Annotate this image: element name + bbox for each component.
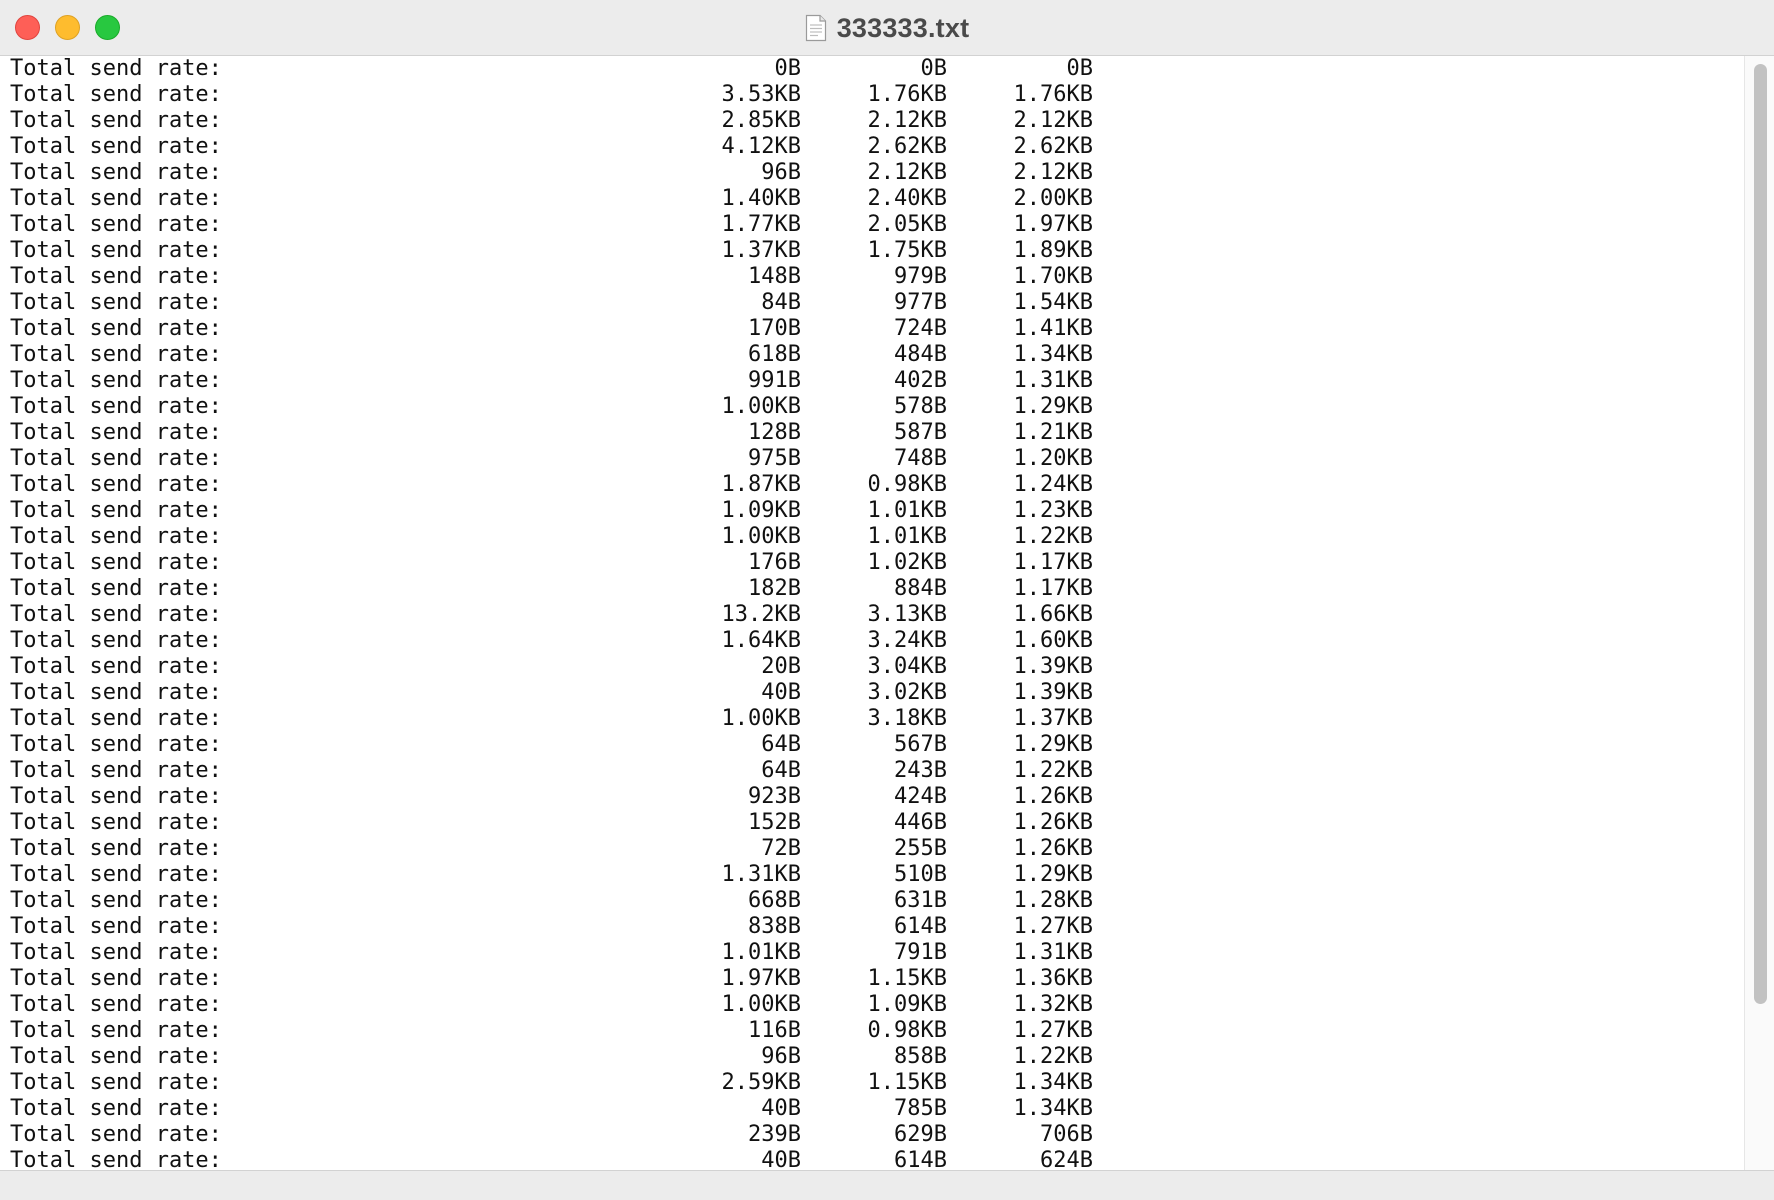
line-label: Total send rate:: [10, 238, 222, 263]
rate-value-1: 991B: [748, 368, 801, 393]
text-line: [10, 602, 1110, 628]
rate-value-3: 1.36KB: [1013, 966, 1093, 991]
rate-value-2: 858B: [894, 1044, 947, 1069]
rate-value-1: 84B: [761, 290, 801, 315]
text-line: [10, 1148, 1110, 1170]
text-line: [10, 160, 1110, 186]
rate-value-2: 979B: [894, 264, 947, 289]
text-line: [10, 368, 1110, 394]
rate-value-3: 1.39KB: [1013, 654, 1093, 679]
rate-value-2: 567B: [894, 732, 947, 757]
rate-value-3: 1.66KB: [1013, 602, 1093, 627]
rate-value-1: 618B: [748, 342, 801, 367]
line-label: Total send rate:: [10, 550, 222, 575]
text-line: [10, 940, 1110, 966]
rate-value-3: 1.26KB: [1013, 810, 1093, 835]
line-label: Total send rate:: [10, 1096, 222, 1121]
bottom-bar: [0, 1170, 1774, 1200]
rate-value-2: 629B: [894, 1122, 947, 1147]
rate-value-3: 1.28KB: [1013, 888, 1093, 913]
rate-value-2: 587B: [894, 420, 947, 445]
line-label: Total send rate:: [10, 810, 222, 835]
rate-value-3: 0B: [1066, 56, 1093, 81]
rate-value-1: 3.53KB: [721, 82, 801, 107]
rate-value-3: 1.70KB: [1013, 264, 1093, 289]
line-label: Total send rate:: [10, 472, 222, 497]
text-line: [10, 992, 1110, 1018]
rate-value-1: 182B: [748, 576, 801, 601]
rate-value-1: 40B: [761, 1096, 801, 1121]
rate-value-1: 923B: [748, 784, 801, 809]
rate-value-2: 424B: [894, 784, 947, 809]
text-line: [10, 446, 1110, 472]
rate-value-2: 1.15KB: [867, 1070, 947, 1095]
document-icon[interactable]: [805, 14, 827, 42]
rate-value-3: 1.23KB: [1013, 498, 1093, 523]
rate-value-3: 1.29KB: [1013, 732, 1093, 757]
rate-value-3: 1.27KB: [1013, 1018, 1093, 1043]
line-label: Total send rate:: [10, 680, 222, 705]
line-label: Total send rate:: [10, 888, 222, 913]
rate-value-1: 1.00KB: [721, 394, 801, 419]
text-line: [10, 810, 1110, 836]
rate-value-2: 484B: [894, 342, 947, 367]
line-label: Total send rate:: [10, 654, 222, 679]
text-line: [10, 108, 1110, 134]
text-line: [10, 628, 1110, 654]
rate-value-2: 2.40KB: [867, 186, 947, 211]
line-label: Total send rate:: [10, 316, 222, 341]
rate-value-1: 2.59KB: [721, 1070, 801, 1095]
text-line: [10, 888, 1110, 914]
text-line: [10, 1018, 1110, 1044]
line-label: Total send rate:: [10, 394, 222, 419]
rate-value-2: 631B: [894, 888, 947, 913]
text-line: [10, 1096, 1110, 1122]
line-label: Total send rate:: [10, 160, 222, 185]
rate-value-1: 1.00KB: [721, 524, 801, 549]
rate-value-3: 1.17KB: [1013, 550, 1093, 575]
rate-value-1: 1.87KB: [721, 472, 801, 497]
rate-value-1: 96B: [761, 160, 801, 185]
rate-value-2: 785B: [894, 1096, 947, 1121]
rate-value-3: 1.34KB: [1013, 1096, 1093, 1121]
text-line: [10, 498, 1110, 524]
rate-value-1: 13.2KB: [721, 602, 801, 627]
rate-value-1: 1.01KB: [721, 940, 801, 965]
line-label: Total send rate:: [10, 1070, 222, 1095]
line-label: Total send rate:: [10, 212, 222, 237]
text-line: [10, 836, 1110, 862]
rate-value-3: 1.76KB: [1013, 82, 1093, 107]
rate-value-3: 2.12KB: [1013, 160, 1093, 185]
text-line: [10, 966, 1110, 992]
text-line: [10, 56, 1110, 82]
line-label: Total send rate:: [10, 368, 222, 393]
rate-value-3: 1.39KB: [1013, 680, 1093, 705]
line-label: Total send rate:: [10, 758, 222, 783]
rate-value-2: 1.01KB: [867, 498, 947, 523]
rate-value-1: 96B: [761, 1044, 801, 1069]
window-title: 333333.txt: [836, 12, 970, 43]
text-line: [10, 420, 1110, 446]
rate-value-2: 446B: [894, 810, 947, 835]
rate-value-2: 791B: [894, 940, 947, 965]
rate-value-3: 1.29KB: [1013, 862, 1093, 887]
rate-value-3: 2.62KB: [1013, 134, 1093, 159]
rate-value-1: 64B: [761, 758, 801, 783]
line-label: Total send rate:: [10, 1044, 222, 1069]
rate-value-1: 64B: [761, 732, 801, 757]
line-label: Total send rate:: [10, 940, 222, 965]
text-line: [10, 784, 1110, 810]
rate-value-2: 1.75KB: [867, 238, 947, 263]
rate-value-3: 1.31KB: [1013, 940, 1093, 965]
line-label: Total send rate:: [10, 602, 222, 627]
rate-value-2: 3.13KB: [867, 602, 947, 627]
rate-value-1: 40B: [761, 1148, 801, 1170]
rate-value-2: 243B: [894, 758, 947, 783]
line-label: Total send rate:: [10, 966, 222, 991]
line-label: Total send rate:: [10, 836, 222, 861]
text-line: [10, 524, 1110, 550]
rate-value-2: 3.02KB: [867, 680, 947, 705]
text-line: [10, 186, 1110, 212]
rate-value-2: 255B: [894, 836, 947, 861]
rate-value-1: 975B: [748, 446, 801, 471]
text-line: [10, 394, 1110, 420]
line-label: Total send rate:: [10, 1148, 222, 1170]
rate-value-1: 2.85KB: [721, 108, 801, 133]
text-line: [10, 264, 1110, 290]
text-line: [10, 732, 1110, 758]
rate-value-2: 884B: [894, 576, 947, 601]
rate-value-3: 1.31KB: [1013, 368, 1093, 393]
rate-value-3: 1.20KB: [1013, 446, 1093, 471]
rate-value-1: 116B: [748, 1018, 801, 1043]
line-label: Total send rate:: [10, 1018, 222, 1043]
line-label: Total send rate:: [10, 420, 222, 445]
rate-value-2: 2.05KB: [867, 212, 947, 237]
line-label: Total send rate:: [10, 264, 222, 289]
line-label: Total send rate:: [10, 628, 222, 653]
rate-value-1: 4.12KB: [721, 134, 801, 159]
text-line: [10, 316, 1110, 342]
rate-value-2: 1.09KB: [867, 992, 947, 1017]
text-line: [10, 134, 1110, 160]
rate-value-1: 40B: [761, 680, 801, 705]
line-label: Total send rate:: [10, 446, 222, 471]
rate-value-1: 1.09KB: [721, 498, 801, 523]
rate-value-1: 1.37KB: [721, 238, 801, 263]
rate-value-1: 668B: [748, 888, 801, 913]
rate-value-3: 2.00KB: [1013, 186, 1093, 211]
line-label: Total send rate:: [10, 576, 222, 601]
rate-value-2: 0B: [920, 56, 947, 81]
text-line: [10, 914, 1110, 940]
rate-value-2: 748B: [894, 446, 947, 471]
rate-value-3: 1.22KB: [1013, 1044, 1093, 1069]
text-line: [10, 238, 1110, 264]
rate-value-2: 3.04KB: [867, 654, 947, 679]
rate-value-2: 1.02KB: [867, 550, 947, 575]
rate-value-3: 1.29KB: [1013, 394, 1093, 419]
vertical-scrollbar-thumb[interactable]: [1754, 64, 1767, 1004]
rate-value-3: 1.60KB: [1013, 628, 1093, 653]
text-editor-area[interactable]: [0, 56, 1744, 1170]
rate-value-1: 1.64KB: [721, 628, 801, 653]
title-bar[interactable]: [0, 0, 1774, 56]
line-label: Total send rate:: [10, 732, 222, 757]
rate-value-3: 1.21KB: [1013, 420, 1093, 445]
line-label: Total send rate:: [10, 342, 222, 367]
rate-value-1: 128B: [748, 420, 801, 445]
rate-value-1: 1.00KB: [721, 706, 801, 731]
rate-value-2: 578B: [894, 394, 947, 419]
line-label: Total send rate:: [10, 914, 222, 939]
rate-value-1: 148B: [748, 264, 801, 289]
rate-value-3: 624B: [1040, 1148, 1093, 1170]
rate-value-1: 20B: [761, 654, 801, 679]
rate-value-2: 402B: [894, 368, 947, 393]
text-line: [10, 862, 1110, 888]
rate-value-1: 0B: [774, 56, 801, 81]
text-line: [10, 680, 1110, 706]
rate-value-3: 1.22KB: [1013, 758, 1093, 783]
rate-value-1: 1.77KB: [721, 212, 801, 237]
rate-value-3: 1.89KB: [1013, 238, 1093, 263]
line-label: Total send rate:: [10, 498, 222, 523]
rate-value-3: 1.32KB: [1013, 992, 1093, 1017]
text-line: [10, 1044, 1110, 1070]
line-label: Total send rate:: [10, 290, 222, 315]
line-label: Total send rate:: [10, 56, 222, 81]
rate-value-2: 1.01KB: [867, 524, 947, 549]
rate-value-2: 2.62KB: [867, 134, 947, 159]
text-line: [10, 82, 1110, 108]
rate-value-2: 0.98KB: [867, 472, 947, 497]
text-line: [10, 1070, 1110, 1096]
line-label: Total send rate:: [10, 784, 222, 809]
text-line: [10, 654, 1110, 680]
rate-value-3: 706B: [1040, 1122, 1093, 1147]
rate-value-2: 3.24KB: [867, 628, 947, 653]
rate-value-3: 2.12KB: [1013, 108, 1093, 133]
rate-value-3: 1.17KB: [1013, 576, 1093, 601]
line-label: Total send rate:: [10, 1122, 222, 1147]
rate-value-1: 1.40KB: [721, 186, 801, 211]
rate-value-2: 0.98KB: [867, 1018, 947, 1043]
line-label: Total send rate:: [10, 862, 222, 887]
text-line: [10, 342, 1110, 368]
rate-value-2: 977B: [894, 290, 947, 315]
rate-value-1: 176B: [748, 550, 801, 575]
line-label: Total send rate:: [10, 706, 222, 731]
line-label: Total send rate:: [10, 108, 222, 133]
vertical-scrollbar[interactable]: [1744, 56, 1774, 1170]
rate-value-3: 1.37KB: [1013, 706, 1093, 731]
rate-value-1: 170B: [748, 316, 801, 341]
rate-value-1: 1.31KB: [721, 862, 801, 887]
rate-value-3: 1.34KB: [1013, 342, 1093, 367]
rate-value-3: 1.22KB: [1013, 524, 1093, 549]
text-line: [10, 576, 1110, 602]
rate-value-3: 1.27KB: [1013, 914, 1093, 939]
rate-value-1: 72B: [761, 836, 801, 861]
rate-value-3: 1.97KB: [1013, 212, 1093, 237]
document-text[interactable]: [10, 56, 1110, 1170]
rate-value-1: 838B: [748, 914, 801, 939]
rate-value-2: 1.76KB: [867, 82, 947, 107]
rate-value-3: 1.26KB: [1013, 836, 1093, 861]
text-line: [10, 472, 1110, 498]
rate-value-2: 2.12KB: [867, 108, 947, 133]
line-label: Total send rate:: [10, 186, 222, 211]
rate-value-1: 239B: [748, 1122, 801, 1147]
line-label: Total send rate:: [10, 992, 222, 1017]
rate-value-3: 1.24KB: [1013, 472, 1093, 497]
rate-value-3: 1.26KB: [1013, 784, 1093, 809]
rate-value-2: 724B: [894, 316, 947, 341]
text-line: [10, 706, 1110, 732]
text-line: [10, 550, 1110, 576]
text-line: [10, 290, 1110, 316]
rate-value-2: 510B: [894, 862, 947, 887]
rate-value-2: 614B: [894, 914, 947, 939]
rate-value-2: 2.12KB: [867, 160, 947, 185]
rate-value-1: 1.97KB: [721, 966, 801, 991]
line-label: Total send rate:: [10, 524, 222, 549]
rate-value-2: 1.15KB: [867, 966, 947, 991]
rate-value-1: 152B: [748, 810, 801, 835]
line-label: Total send rate:: [10, 134, 222, 159]
text-line: [10, 758, 1110, 784]
line-label: Total send rate:: [10, 82, 222, 107]
rate-value-1: 1.00KB: [721, 992, 801, 1017]
rate-value-3: 1.41KB: [1013, 316, 1093, 341]
rate-value-2: 614B: [894, 1148, 947, 1170]
rate-value-3: 1.34KB: [1013, 1070, 1093, 1095]
text-line: [10, 212, 1110, 238]
rate-value-2: 3.18KB: [867, 706, 947, 731]
window-title-group: [0, 0, 1774, 56]
text-line: [10, 1122, 1110, 1148]
rate-value-3: 1.54KB: [1013, 290, 1093, 315]
